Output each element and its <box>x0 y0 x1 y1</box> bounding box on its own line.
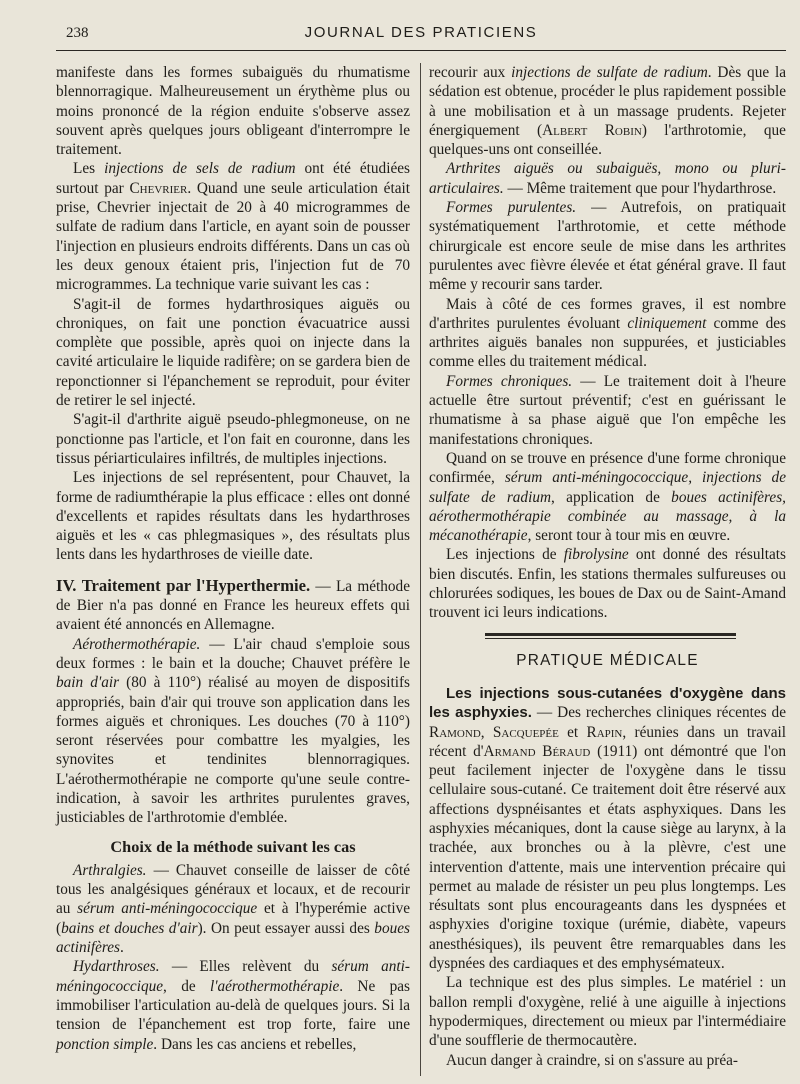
page-number: 238 <box>66 25 89 41</box>
paragraph: Quand on se trouve en présence d'une forme chronique confirmée, sérum anti-méningococcique, injections de sulfate de radium, application de boues actinifères, aérothermothérapie combinée au massage, à la mécanothérapie, seront tour à tour mis en œuvre. <box>429 449 786 545</box>
section-title: IV. Traitement par l'Hyperthermie. <box>56 575 311 595</box>
author-name: Armand Béraud <box>483 742 591 760</box>
paragraph-aerothermotherapie: Aérothermothérapie. — L'air chaud s'emploie sous deux formes : le bain et la douche; Chauvet préfère le bain d'air (80 à 110°) réalisé au moyen de dispositifs appropriés, bain d'air qui trouve son application dans les formes aiguës et chroniques. Les douches (70 à 110°) seront réservées pour combattre les myalgies, les synovites et tendinites blennorragiques. L'aérothermothérapie ne comporte qu'une seule contre-indication, à savoir les arthrites purulentes graves, justiciables de l'arthrotomie d'emblée. <box>56 635 410 827</box>
article-title: Les injections sous-cutanées d'oxygène dans les asphyxies. <box>429 684 786 722</box>
paragraph: Aucun danger à craindre, si on s'assure au préa- <box>446 1051 739 1069</box>
page-header <box>56 20 786 51</box>
paragraph: Les injections de fibrolysine ont donné des résultats bien discutés. Enfin, les stations thermales sulfureuses ou chlorurées sodiques, les boues de Dax ou de Saint-Amand trouvent ici leurs indications. <box>429 546 786 622</box>
right-column <box>429 63 786 1078</box>
paragraph-arthralgies: Arthralgies. — Chauvet conseille de laisser de côté tous les analgésiques généraux et locaux, et de recourir au sérum anti-méningococcique et à l'hyperémie active (bains et douches d'air). On peut essayer aussi des boues actinifères. <box>56 861 411 957</box>
paragraph-formes-purulentes: Formes purulentes. — Autrefois, on pratiquait systématiquement l'arthrotomie, et cette méthode chirurgicale est encore seule de mise dans les arthrites purulentes avec fièvre élevée et état général grave. Il faut même y recourir sans tarder. <box>429 199 786 294</box>
paragraph-formes-chroniques: Formes chroniques. — Le traitement doit à l'heure actuelle être surtout préventif; c'est en guérissant le rhumatisme à sa phase aiguë que l'on empêche les manifestations chroniques. <box>429 372 786 448</box>
section-title-pratique-medicale: PRATIQUE MÉDICALE <box>516 651 699 669</box>
section-rule <box>429 633 786 639</box>
paragraph: recourir aux injections de sulfate de radium. Dès que la sédation est obtenue, procéder le plus rapidement possible à une mobilisation et à un massage prudents. Rejeter énergiquement (Albert Robin) l'arthrotomie, que quelques-uns ont conseillée. <box>429 64 786 159</box>
author-name: Rapin <box>586 723 623 741</box>
paragraph-arthrites-aigues: Arthrites aiguës ou subaiguës, mono ou pluri-articulaires. — Même traitement que pour l'hydarthrose. <box>429 160 786 197</box>
paragraph-radium-salts: Les injections de sels de radium ont été étudiées surtout par Chevrier. Quand une seule articulation était prise, Chevrier injectait de 20 à 40 microgrammes de sulfate de radium dans l'article, en ayant soin de pousser l'injection en plusieurs endroits différents. Dans un cas où les deux genoux étaient pris, l'injection fut de 70 microgrammes. La technique varie suivant les cas : <box>56 160 410 294</box>
paragraph-technique: La technique est des plus simples. Le matériel : un ballon rempli d'oxygène, relié à une aiguille à injections hypodermiques, directement ou mieux par l'intermédiaire d'une soufflerie de thermocautère. <box>429 974 786 1050</box>
column-divider <box>420 63 421 1076</box>
author-name: Chevrier <box>129 179 188 197</box>
paragraph: manifeste dans les formes subaiguës du rhumatisme blennorragique. Malheureusement un érythème plus ou moins prononcé de la région enduite s'observe assez souvent après quelques jours obligeant d'interrompre le traitement. <box>56 64 410 159</box>
author-name: Albert Robin <box>542 121 642 139</box>
paragraph: Les injections de sel représentent, pour Chauvet, la forme de radiumthérapie la plus efficace : elles ont donné d'excellents et rapides résultats dans les hydarthroses aiguës et les « cas phlegmasiques », des résultats plus lents dans les hydarthroses de vieille date. <box>56 469 410 564</box>
journal-title: JOURNAL DES PRATICIENS <box>304 24 538 41</box>
author-name: Ramond, Sacquepée <box>429 723 559 741</box>
paragraph: S'agit-il de formes hydarthrosiques aiguës ou chroniques, on fait une ponction évacuatrice aussi complète que possible, après quoi on injecte dans la cavité articulaire le liquide radifère; on se gardera bien de reponctionner si l'épanchement se reproduit, pour éviter de retirer le sel injecté. <box>56 295 410 410</box>
section-iv: IV. Traitement par l'Hyperthermie. — La méthode de Bier n'a pas donné en France les heureux effets qui avaient été annoncés en Allemagne. <box>56 575 410 634</box>
subsection-heading: Choix de la méthode suivant les cas <box>110 836 356 856</box>
paragraph: Mais à côté de ces formes graves, il est nombre d'arthrites purulentes évoluant cliniquement comme des arthrites aiguës banales non suppurées, et justiciables comme elles du traitement médical. <box>429 295 786 371</box>
paragraph-hydarthroses: Hydarthroses. — Elles relèvent du sérum anti-méningococcique, de l'aérothermothérapie. Ne pas immobiliser l'articulation au-delà de quelques jours. Si la tension de l'épanchement est trop forte, faire une ponction simple. Dans les cas anciens et rebelles, <box>56 958 411 1053</box>
paragraph: S'agit-il d'arthrite aiguë pseudo-phlegmoneuse, on ne ponctionne pas l'article, et l'on fait en couronne, dans les tissus périarticulaires infiltrés, de multiples injections. <box>56 411 410 467</box>
left-column <box>56 63 410 1078</box>
paragraph-oxygene: Les injections sous-cutanées d'oxygène dans les asphyxies. — Des recherches cliniques récentes de Ramond, Sacquepée et Rapin, réunies dans un travail récent d'Armand Béraud (1911) ont démontré que l'on peut facilement injecter de l'oxygène dans le tissu cellulaire sous-cutané. Ce traitement doit être réservé aux affections dyspnéisantes et états asphyxiques. Dans les asphyxies mécaniques, dont la cause siège au larynx, à la trachée, aux bronches ou à la plèvre, c'est une intervention d'attente, mais une intervention précaire qui permet au malade de résister un peu plus longtemps. Les résultats sont plus encourageants dans les dyspnées et asphyxies d'origine toxique (urémie, diabète, vapeurs anesthésiques), ils peuvent être remarquables dans les dyspnées des cardiaques et des emphysémateux. <box>429 684 786 973</box>
